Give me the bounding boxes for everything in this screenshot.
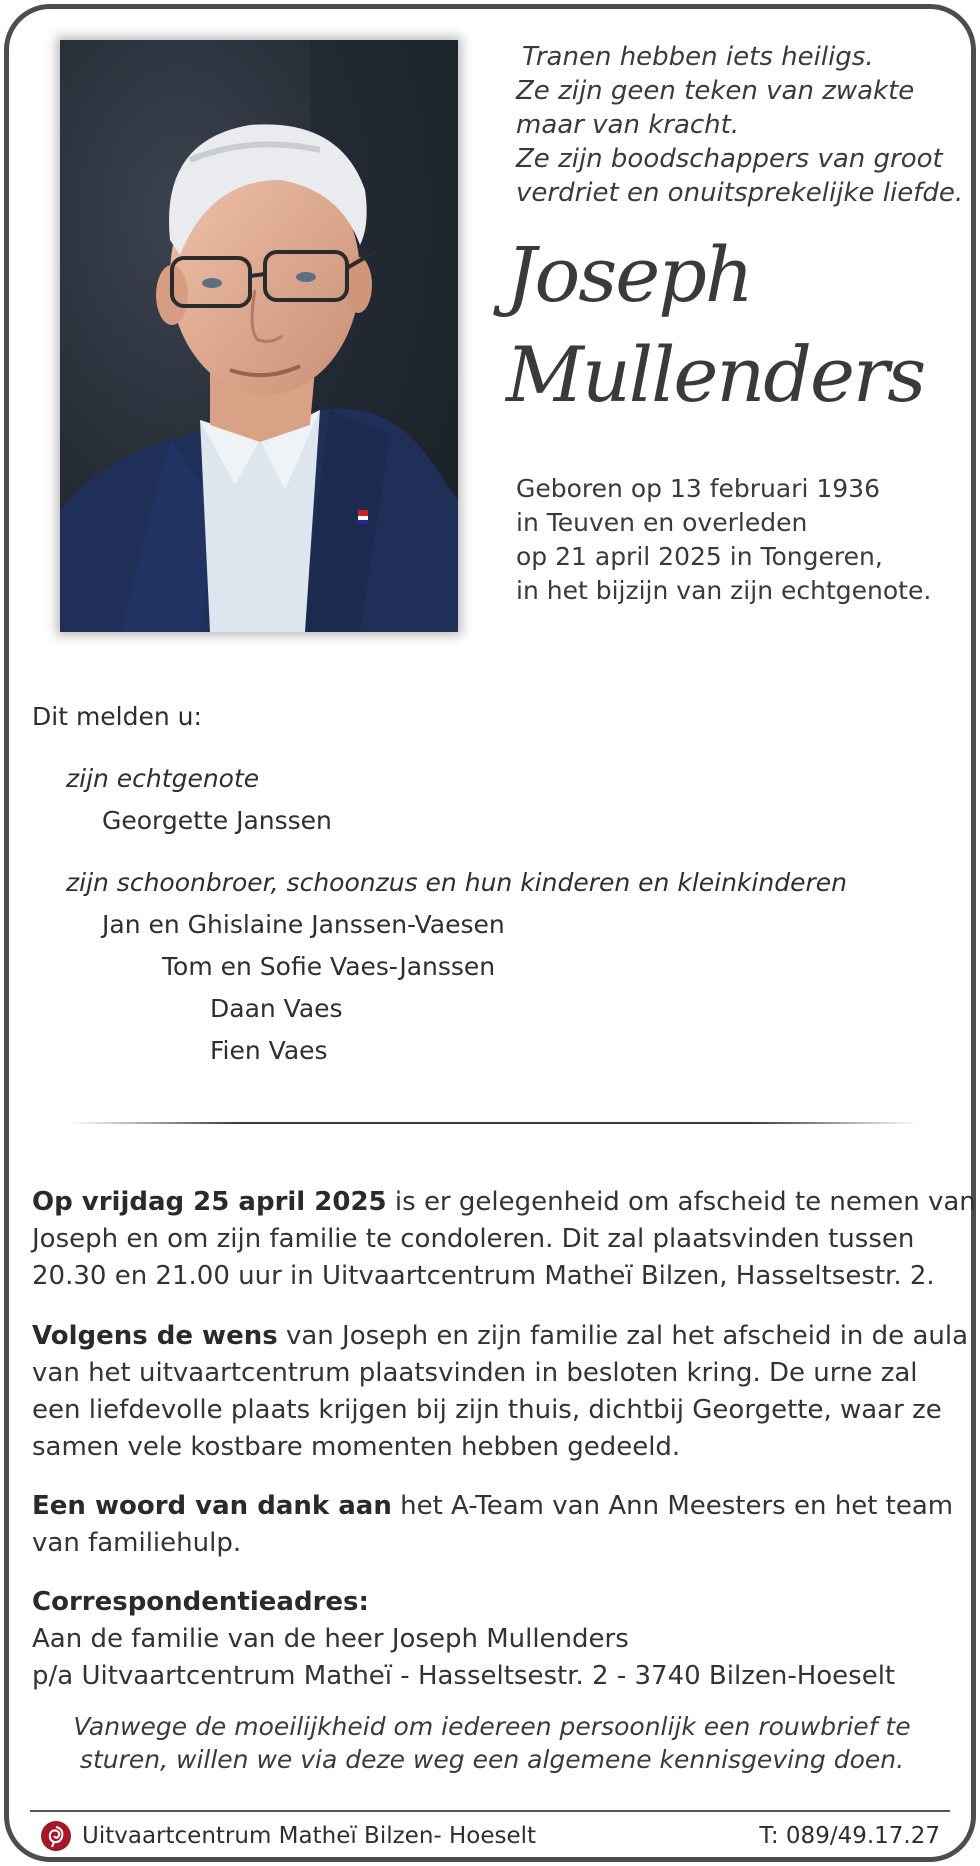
paragraph-text: het A-Team van Ann Meesters en het team [391,1491,954,1521]
closing-note [32,1710,952,1776]
correspondence-line: Aan de familie van de heer Joseph Mullenders [32,1624,629,1654]
family-member: Fien Vaes [210,1036,328,1065]
footer-rule [30,1810,950,1812]
quote-line: verdriet en onuitsprekelijke liefde. [516,178,964,208]
family-member: Jan en Ghislaine Janssen-Vaesen [102,910,505,939]
born-line: in Teuven en overleden [516,508,808,537]
quote-line: Ze zijn boodschappers van groot [516,144,943,174]
born-line: op 21 april 2025 in Tongeren, [516,542,883,571]
funeral-home-phone: T: 089/49.17.27 [759,1823,940,1849]
born-line: in het bijzijn van zijn echtgenote. [516,576,932,605]
deceased-name [506,225,946,425]
paragraph-text: is er gelegenheid om afscheid te nemen van [386,1187,976,1217]
last-name: Mullenders [506,330,925,419]
footer [40,1818,940,1854]
correspondence-heading: Correspondentieadres: [32,1587,369,1617]
closing-line: sturen, willen we via deze weg een algemene kennisgeving doen. [79,1745,905,1774]
quote-line: Tranen hebben iets heiligs. [522,42,874,72]
quote-line: Ze zijn geen teken van zwakte [516,76,915,106]
quote-line: maar van kracht. [516,110,740,140]
paragraph-text: van Joseph en zijn familie zal het afscheid in de aula [277,1321,969,1351]
memorial-quote [516,40,966,210]
paragraph-text: een liefdevolle plaats krijgen bij zijn thuis, dichtbij Georgette, waar ze [32,1395,942,1425]
portrait-photo [60,40,458,632]
birth-death-info [516,472,966,608]
visitation-date: Op vrijdag 25 april 2025 [32,1187,387,1217]
wish-heading: Volgens de wens [32,1321,278,1351]
paragraph-text: van het uitvaartcentrum plaatsvinden in besloten kring. De urne zal [32,1358,918,1388]
thanks-heading: Een woord van dank aan [32,1491,392,1521]
first-name: Joseph [506,230,752,319]
family-label: zijn schoonbroer, schoonzus en hun kinderen en kleinkinderen [66,868,847,897]
spouse-label: zijn echtgenote [66,764,260,793]
funeral-home-name: Uitvaartcentrum Matheï Bilzen- Hoeselt [82,1823,537,1849]
announcement-intro: Dit melden u: [32,702,202,731]
wish-paragraph [32,1318,969,1466]
paragraph-text: samen vele kostbare momenten hebben gedeeld. [32,1432,681,1462]
spouse-name: Georgette Janssen [102,806,332,835]
correspondence-paragraph [32,1584,952,1695]
closing-line: Vanwege de moeilijkheid om iedereen persoonlijk een rouwbrief te [73,1712,911,1741]
correspondence-line: p/a Uitvaartcentrum Matheï - Hasseltsestr. 2 - 3740 Bilzen-Hoeselt [32,1661,896,1691]
family-member: Tom en Sofie Vaes-Janssen [162,952,496,981]
family-member: Daan Vaes [210,994,343,1023]
paragraph-text: Joseph en om zijn familie te condoleren. Dit zal plaatsvinden tussen [32,1224,915,1254]
born-line: Geboren op 13 februari 1936 [516,474,880,503]
rose-icon [40,1820,72,1852]
section-divider [70,1122,920,1124]
thanks-paragraph [32,1488,952,1562]
paragraph-text: van familiehulp. [32,1528,242,1558]
paragraph-text: 20.30 en 21.00 uur in Uitvaartcentrum Matheï Bilzen, Hasseltsestr. 2. [32,1261,935,1291]
visitation-paragraph [32,1184,976,1295]
